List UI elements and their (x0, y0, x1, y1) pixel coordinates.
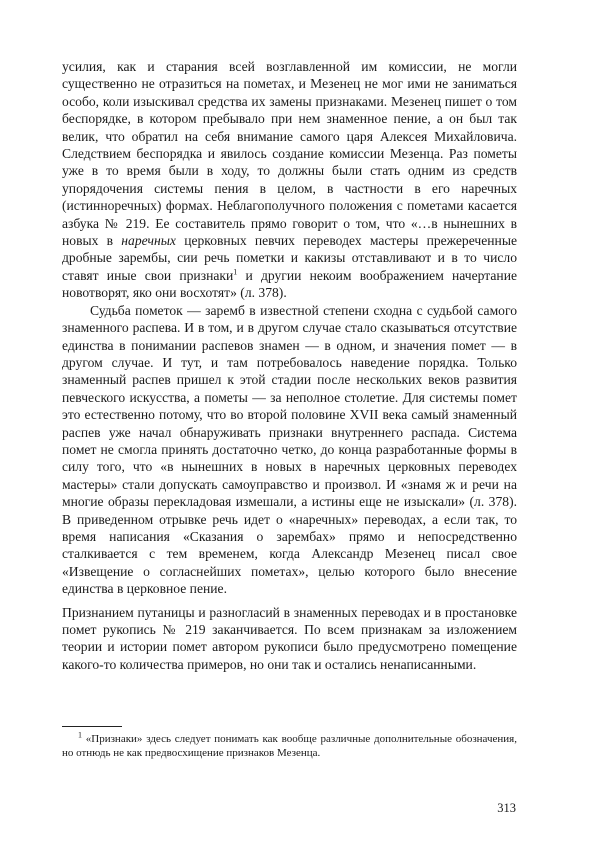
footnote: $^1$ «Признаки» здесь следует понимать как вообще различные дополнительные обозначения, но отнюдь не как предвосхищение признаков Мезенца. (62, 730, 517, 760)
footnote-reference: 1 (233, 267, 238, 277)
italic-term: наречных (121, 233, 176, 249)
page-number: 313 (497, 801, 516, 815)
page-body (62, 58, 517, 673)
paragraph-3: Признанием путаницы и разногласий в знаменных переводах и в простановке помет рукопись № 219 заканчивается. По всем признакам за изложением теории и истории помет автором рукописи было предусмотрено помещение какого-то количества примеров, но они так и остались ненаписанными. (62, 604, 517, 672)
footnote-divider (62, 726, 122, 727)
footnote-marker: 1 (78, 730, 82, 740)
paragraph-1: усилия, как и старания всей возглавленной им комиссии, не могли существенно не отразиться на пометах, и Мезенец не мог ими не заниматься особо, коли изыскивал средства их замены признаками. Мезенец пишет о том беспорядке, в котором пребывало при нем знаменное пение, а он был так велик, что обратил на себя внимание самого царя Алексея Михайловича. Следствием беспорядка и явилось создание комиссии Мезенца. Раз пометы уже в то время были в ходу, то должны были стать одним из средств упорядочения системы пения в целом, в частности в его наречных (истинноречных) формах. Неблагополучного положения с пометами касается азбука № 219. Ее составитель прямо говорит о том, что «…в нынешних в новых в наречных церковных певчих переводех мастеры прежереченные дробные зарембы, сии речь пометки и какизы отставливают и в то число ставят иные свои признаки$^1$ и другии некоим воображением начертание новотворят, яко они восхотят» (л. 378). (62, 59, 517, 301)
paragraph-2: Судьба пометок — заремб в известной степени сходна с судьбой самого знаменного распева. И в том, и в другом случае стало сказываться отсутствие единства в понимании распевов знамен — в одном, и значения помет — в другом случае. И тут, и там потребовалось наведение порядка. Только знаменный распев пришел к этой стадии после нескольких веков развития певческого искусства, а пометы — за неполное столетие. Для системы помет это естественно потому, что во второй половине XVII века самый знаменный распев уже начал обнаруживать признаки внутреннего распада. Система помет не смогла принять достаточно четко, до конца разработанные формы в силу того, что «в нынешних в новых в наречных церковных переводех мастеры» стали допускать самоуправство и произвол. И «знамя ж и речи на многие образы перекладовая измешали, а истины еще не изыскали» (л. 378). В приведенном отрывке речь идет о «наречных» переводах, а если так, то время написания «Сказания о зарембах» прямо и непосредственно сталкивается с тем временем, когда Александр Мезенец писал свое «Извещение о согласнейших пометах», целью которого было внесение единства в церковное пение. (62, 302, 517, 597)
